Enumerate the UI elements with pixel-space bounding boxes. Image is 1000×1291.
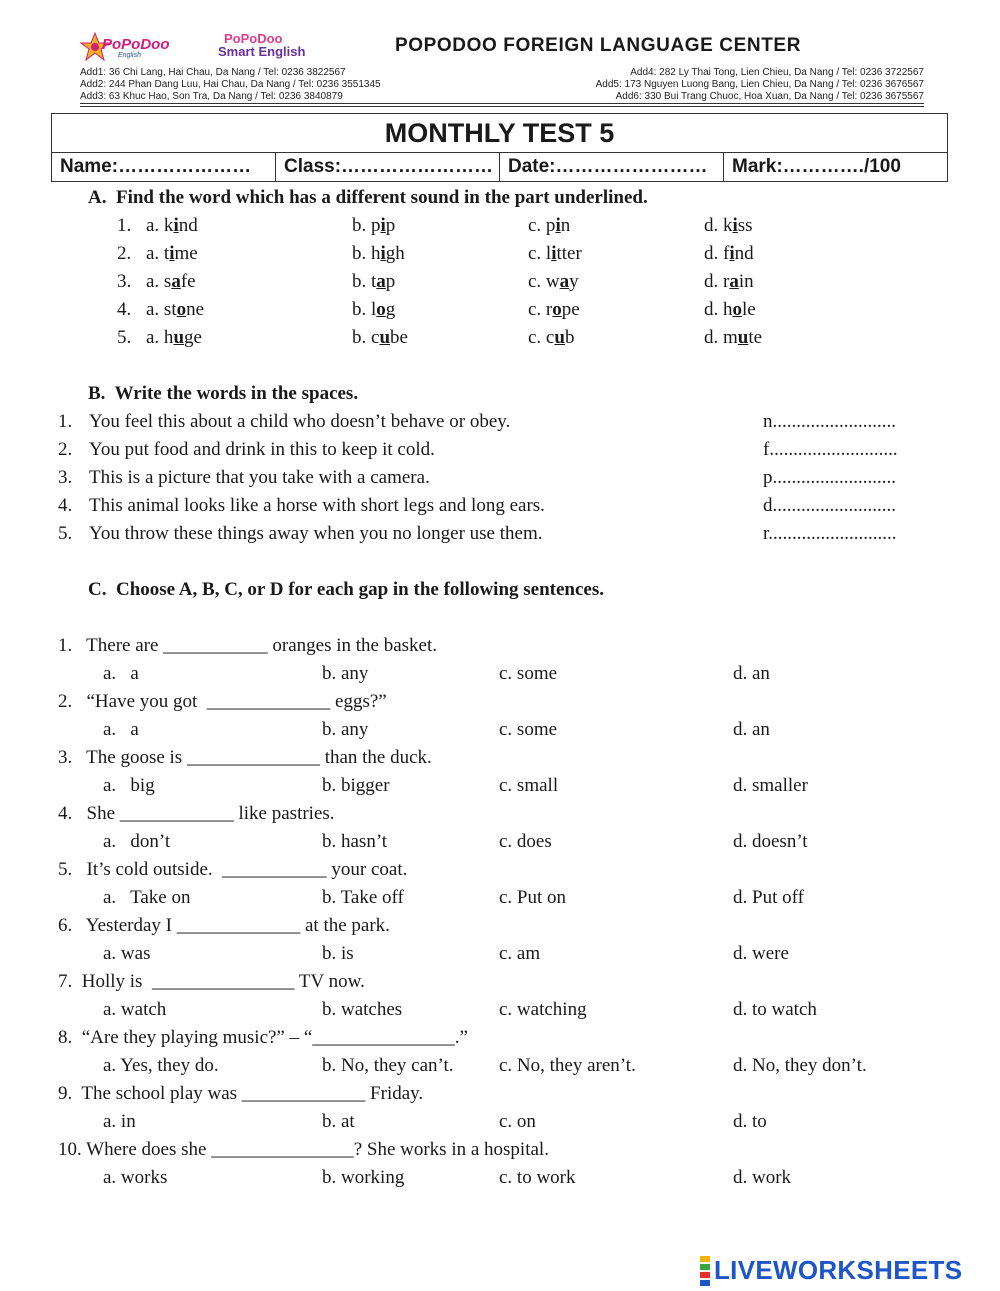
answer-option[interactable]: d. were — [733, 943, 789, 964]
answer-option[interactable] — [352, 243, 405, 265]
answer-option[interactable]: d. smaller — [733, 775, 808, 796]
logo-text: PoPoDoo — [102, 36, 170, 53]
mark-field[interactable]: Mark:…………./100 — [732, 156, 901, 177]
option-suffix: pe — [561, 299, 580, 320]
underlined-letter: u — [737, 327, 749, 348]
option-prefix: d. f — [704, 243, 730, 264]
underlined-letter: o — [376, 299, 386, 320]
answer-option[interactable]: d. an — [733, 719, 770, 740]
underlined-letter: i — [732, 215, 738, 236]
answer-option[interactable]: d. to watch — [733, 999, 817, 1020]
underlined-letter: i — [380, 243, 386, 264]
answer-option[interactable]: b. bigger — [322, 775, 390, 796]
smart-logo-line2: Smart English — [218, 44, 306, 59]
option-suffix: p — [385, 215, 396, 236]
underlined-letter: i — [380, 215, 386, 236]
section-c-heading — [88, 579, 604, 601]
underlined-letter: u — [554, 327, 565, 348]
question-text: 7. Holly is _______________ TV now. — [58, 971, 365, 992]
answer-option[interactable] — [146, 327, 202, 349]
liveworksheets-logo-icon — [700, 1256, 710, 1286]
question-number: 1. — [58, 411, 73, 432]
answer-option[interactable] — [352, 327, 408, 349]
address-6: Add6: 330 Bui Trang Chuoc, Hoa Xuan, Da Nang / Tel: 0236 3675567 — [615, 91, 924, 102]
answer-option[interactable]: b. is — [322, 943, 354, 964]
question-number: 2. — [58, 439, 73, 460]
answer-option[interactable] — [146, 271, 196, 293]
answer-option[interactable] — [704, 327, 762, 349]
answer-option[interactable]: d. doesn’t — [733, 831, 808, 852]
section-a-heading — [88, 187, 648, 209]
answer-option[interactable]: b. any — [322, 719, 369, 740]
answer-option[interactable] — [704, 271, 754, 293]
student-info-row — [51, 152, 948, 182]
answer-option[interactable] — [352, 299, 395, 321]
address-2: Add2: 244 Phan Dang Luu, Hai Chau, Da Nang / Tel: 0236 3551345 — [80, 79, 381, 90]
answer-option[interactable]: a. watch — [103, 999, 167, 1020]
answer-option[interactable]: c. some — [499, 719, 558, 740]
question-text: This is a picture that you take with a camera. — [89, 467, 430, 488]
section-c-title: Choose A, B, C, or D for each gap in the following sentences. — [115, 579, 605, 600]
answer-option[interactable] — [146, 299, 204, 321]
option-prefix: b. c — [352, 327, 380, 348]
answer-option[interactable]: b. at — [322, 1111, 355, 1132]
question-text: 9. The school play was _____________ Friday. — [58, 1083, 424, 1104]
option-prefix: a. s — [146, 271, 172, 292]
option-suffix: n — [560, 215, 571, 236]
question-text: 2. “Have you got _____________ eggs?” — [58, 691, 387, 712]
question-number: 4. — [117, 299, 132, 320]
answer-option[interactable]: c. No, they aren’t. — [499, 1055, 636, 1076]
option-suffix: le — [742, 299, 756, 320]
class-field[interactable]: Class:…………………… — [276, 152, 500, 181]
popodoo-logo — [80, 32, 188, 62]
date-field[interactable]: Date:…………………… — [500, 152, 724, 181]
answer-option[interactable] — [704, 299, 756, 321]
question-text: 4. She ____________ like pastries. — [58, 803, 335, 824]
answer-option[interactable] — [352, 215, 395, 237]
option-prefix: d. r — [704, 271, 730, 292]
answer-option[interactable]: d. No, they don’t. — [733, 1055, 867, 1076]
answer-option[interactable]: c. am — [499, 943, 541, 964]
option-prefix: a. h — [146, 327, 174, 348]
option-suffix: p — [385, 271, 396, 292]
answer-option[interactable]: a. was — [103, 943, 151, 964]
option-suffix: gh — [385, 243, 405, 264]
question-number: 2. — [117, 243, 132, 264]
section-c-letter: C. — [88, 579, 107, 600]
option-suffix: ne — [186, 299, 205, 320]
underlined-letter: i — [551, 243, 557, 264]
answer-option[interactable]: a. a — [103, 663, 139, 684]
answer-option[interactable]: d. to — [733, 1111, 767, 1132]
address-3: Add3: 63 Khuc Hao, Son Tra, Da Nang / Tel: 0236 3840879 — [80, 91, 343, 102]
section-b-heading — [88, 383, 358, 405]
liveworksheets-brand[interactable] — [700, 1255, 962, 1286]
underlined-letter: u — [379, 327, 391, 348]
underlined-letter: a — [376, 271, 386, 292]
answer-option[interactable]: d. Put off — [733, 887, 804, 908]
underlined-letter: u — [173, 327, 185, 348]
question-text: 3. The goose is ______________ than the duck. — [58, 747, 432, 768]
option-prefix: b. t — [352, 271, 377, 292]
answer-option[interactable]: b. watches — [322, 999, 403, 1020]
question-text: You put food and drink in this to keep it cold. — [89, 439, 435, 460]
answer-option[interactable] — [528, 271, 579, 293]
option-prefix: c. w — [528, 271, 560, 292]
center-name: POPODOO FOREIGN LANGUAGE CENTER — [395, 35, 802, 56]
underlined-letter: o — [176, 299, 187, 320]
question-number: 4. — [58, 495, 73, 516]
answer-option[interactable]: c. on — [499, 1111, 536, 1132]
answer-option[interactable]: c. Put on — [499, 887, 567, 908]
question-number: 3. — [58, 467, 73, 488]
underlined-letter: i — [729, 243, 735, 264]
answer-option[interactable] — [146, 215, 198, 237]
question-text: 1. There are ___________ oranges in the basket. — [58, 635, 438, 656]
answer-option[interactable]: a. in — [103, 1111, 136, 1132]
answer-option[interactable]: a. Take on — [103, 887, 191, 908]
answer-option[interactable] — [146, 243, 198, 265]
question-number: 1. — [117, 215, 132, 236]
answer-option[interactable]: d. an — [733, 663, 770, 684]
option-prefix: c. l — [528, 243, 552, 264]
answer-option[interactable]: b. hasn’t — [322, 831, 388, 852]
option-suffix: fe — [180, 271, 196, 292]
answer-option[interactable]: a. Yes, they do. — [103, 1055, 219, 1076]
underlined-letter: a — [171, 271, 181, 292]
option-prefix: a. k — [146, 215, 174, 236]
underlined-letter: i — [555, 215, 561, 236]
answer-option[interactable]: b. any — [322, 663, 369, 684]
underlined-letter: o — [732, 299, 742, 320]
underlined-letter: i — [169, 243, 175, 264]
option-suffix: nd — [178, 215, 198, 236]
answer-option[interactable]: a. big — [103, 775, 155, 796]
option-suffix: in — [738, 271, 754, 292]
answer-option[interactable]: b. working — [322, 1167, 405, 1188]
smart-logo-line1: PoPoDoo — [224, 31, 283, 46]
question-text: 6. Yesterday I _____________ at the park. — [58, 915, 390, 936]
underlined-letter: a — [559, 271, 570, 292]
option-prefix: a. t — [146, 243, 170, 264]
answer-option[interactable] — [704, 215, 753, 237]
option-prefix: a. st — [146, 299, 177, 320]
option-prefix: d. h — [704, 299, 733, 320]
smart-english-logo — [218, 32, 305, 58]
option-suffix: me — [174, 243, 198, 264]
option-suffix: ss — [737, 215, 753, 236]
option-suffix: tter — [556, 243, 582, 264]
answer-option[interactable] — [528, 327, 574, 349]
answer-blank[interactable]: p.......................... — [763, 467, 896, 488]
section-a-title: Find the word which has a different sound in the part underlined. — [115, 187, 648, 208]
answer-option[interactable] — [528, 243, 582, 265]
question-number: 3. — [117, 271, 132, 292]
answer-blank[interactable]: f........................... — [763, 439, 898, 460]
answer-option[interactable]: a. works — [103, 1167, 168, 1188]
option-suffix: b — [564, 327, 575, 348]
option-prefix: c. r — [528, 299, 553, 320]
answer-option[interactable] — [528, 299, 580, 321]
option-prefix: b. l — [352, 299, 377, 320]
question-number: 5. — [117, 327, 132, 348]
header-divider-2 — [80, 106, 924, 107]
underlined-letter: i — [173, 215, 179, 236]
section-b-letter: B. — [88, 383, 106, 404]
answer-option[interactable]: c. small — [499, 775, 559, 796]
answer-option[interactable]: b. No, they can’t. — [322, 1055, 454, 1076]
liveworksheets-text: LIVEWORKSHEETS — [714, 1255, 963, 1285]
name-field[interactable]: Name:………………… — [52, 152, 276, 181]
header-divider — [80, 103, 924, 104]
option-prefix: c. p — [528, 215, 556, 236]
section-a-letter: A. — [88, 187, 107, 208]
test-title: MONTHLY TEST 5 — [51, 113, 948, 153]
answer-option[interactable]: a. don’t — [103, 831, 171, 852]
answer-option[interactable]: c. to work — [499, 1167, 576, 1188]
question-text: 5. It’s cold outside. ___________ your coat. — [58, 859, 408, 880]
option-suffix: be — [390, 327, 408, 348]
option-prefix: d. m — [704, 327, 738, 348]
address-4: Add4: 282 Ly Thai Tong, Lien Chieu, Da Nang / Tel: 0236 3722567 — [630, 67, 924, 78]
option-prefix: b. p — [352, 215, 381, 236]
answer-option[interactable]: c. some — [499, 663, 558, 684]
question-text: 8. “Are they playing music?” – “_______________.” — [58, 1027, 468, 1048]
answer-option[interactable] — [528, 215, 570, 237]
underlined-letter: a — [729, 271, 739, 292]
answer-option[interactable] — [704, 243, 754, 265]
question-text: You feel this about a child who doesn’t behave or obey. — [89, 411, 511, 432]
option-suffix: g — [385, 299, 396, 320]
underlined-letter: o — [552, 299, 562, 320]
option-suffix: ge — [184, 327, 202, 348]
question-number: 5. — [58, 523, 73, 544]
logo-subtext: English — [118, 52, 141, 59]
answer-option[interactable]: d. work — [733, 1167, 792, 1188]
option-prefix: b. h — [352, 243, 381, 264]
answer-option[interactable]: c. does — [499, 831, 552, 852]
answer-option[interactable]: a. a — [103, 719, 139, 740]
option-suffix: y — [569, 271, 579, 292]
option-suffix: te — [748, 327, 763, 348]
option-prefix: c. c — [528, 327, 555, 348]
answer-option[interactable]: b. Take off — [322, 887, 404, 908]
answer-option[interactable] — [352, 271, 395, 293]
answer-blank[interactable]: d.......................... — [763, 495, 896, 516]
address-1: Add1: 36 Chi Lang, Hai Chau, Da Nang / Tel: 0236 3822567 — [80, 67, 346, 78]
option-suffix: nd — [734, 243, 754, 264]
question-text: This animal looks like a horse with short legs and long ears. — [89, 495, 545, 516]
answer-blank[interactable]: n.......................... — [763, 411, 896, 432]
question-text: You throw these things away when you no longer use them. — [89, 523, 543, 544]
question-text: 10. Where does she _______________? She works in a hospital. — [58, 1139, 549, 1160]
option-prefix: d. k — [704, 215, 733, 236]
address-5: Add5: 173 Nguyen Luong Bang, Lien Chieu, Da Nang / Tel: 0236 3676567 — [595, 79, 924, 90]
answer-blank[interactable]: r........................... — [763, 523, 897, 544]
section-b-title: Write the words in the spaces. — [114, 383, 359, 404]
answer-option[interactable]: c. watching — [499, 999, 587, 1020]
